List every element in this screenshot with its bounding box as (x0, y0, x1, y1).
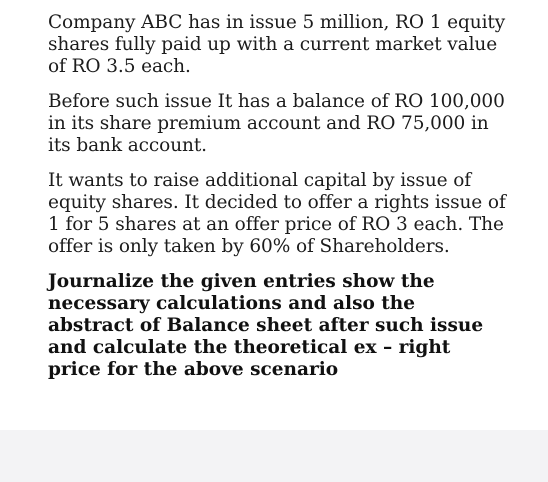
question-text-block (48, 12, 518, 394)
text-line: Before such issue It has a balance of RO 100,000 (48, 91, 505, 112)
text-line: Journalize the given entries show the (48, 271, 435, 292)
paragraph-balances (48, 91, 518, 157)
text-line: It wants to raise additional capital by issue of (48, 170, 472, 191)
text-line: and calculate the theoretical ex – right (48, 337, 451, 358)
paragraph-company-shares (48, 12, 518, 78)
paragraph-rights-issue (48, 170, 518, 258)
instruction-paragraph (48, 271, 518, 381)
bottom-background-band (0, 430, 548, 482)
text-line: in its share premium account and RO 75,000 in (48, 113, 489, 134)
text-line: price for the above scenario (48, 359, 339, 380)
text-line: abstract of Balance sheet after such issue (48, 315, 484, 336)
text-line: its bank account. (48, 135, 207, 156)
text-line: necessary calculations and also the (48, 293, 416, 314)
text-line: Company ABC has in issue 5 million, RO 1 equity (48, 12, 506, 33)
text-line: 1 for 5 shares at an offer price of RO 3 each. The (48, 214, 504, 235)
text-line: shares fully paid up with a current market value (48, 34, 498, 55)
text-line: of RO 3.5 each. (48, 56, 191, 77)
text-line: equity shares. It decided to offer a rights issue of (48, 192, 506, 213)
text-line: offer is only taken by 60% of Shareholders. (48, 236, 450, 257)
